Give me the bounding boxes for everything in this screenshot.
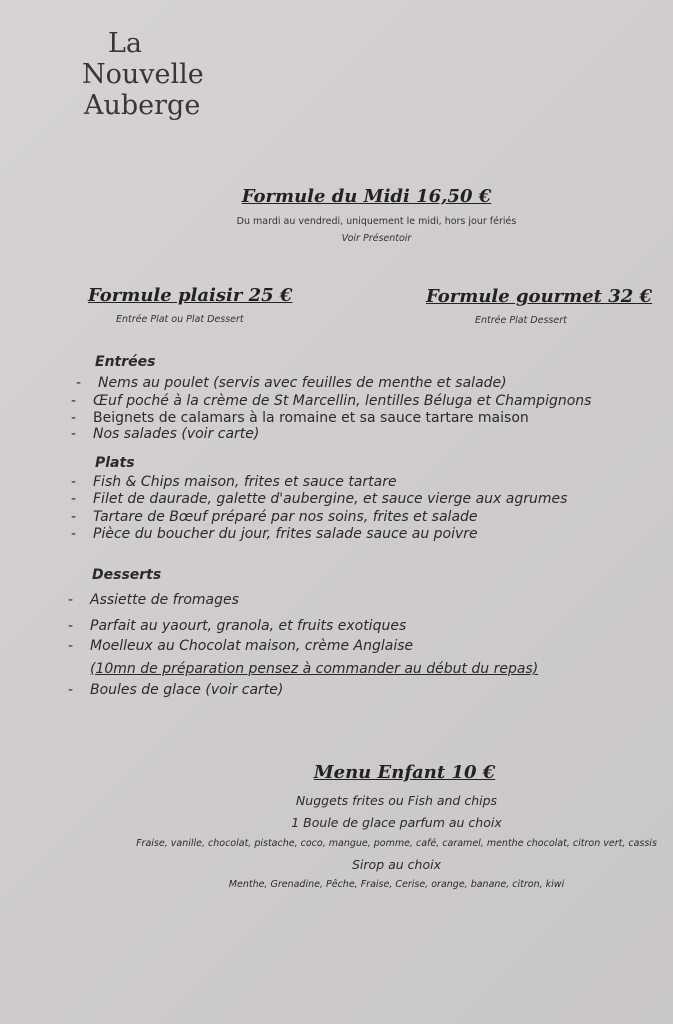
- logo-line: La: [108, 28, 143, 59]
- sirop-flavors: Menthe, Grenadine, Pêche, Fraise, Cerise, orange, banane, citron, kiwi: [228, 879, 565, 890]
- plats-heading: Plats: [95, 455, 135, 471]
- list-item: - Œuf poché à la crème de St Marcellin, lentilles Béluga et Champignons: [71, 393, 592, 409]
- formule-gourmet-desc: Entrée Plat Dessert: [475, 315, 567, 326]
- logo-line: Auberge: [84, 90, 201, 121]
- dessert-note: (10mn de préparation pensez à commander au début du repas): [90, 661, 539, 677]
- list-item: - Assiette de fromages: [68, 592, 239, 608]
- entrees-heading: Entrées: [95, 354, 156, 370]
- list-item: - Moelleux au Chocolat maison, crème Anglaise: [68, 638, 414, 654]
- formule-midi-title: Formule du Midi 16,50 €: [241, 186, 492, 207]
- ice-cream-flavors: Fraise, vanille, chocolat, pistache, coco, mangue, pomme, café, caramel, menthe chocolat, citron vert, cassis: [136, 838, 657, 849]
- formule-plaisir-title: Formule plaisir 25 €: [88, 285, 293, 306]
- formule-plaisir-desc: Entrée Plat ou Plat Dessert: [116, 314, 244, 325]
- list-item: - Beignets de calamars à la romaine et sa sauce tartare maison: [71, 410, 529, 426]
- list-item: - Parfait au yaourt, granola, et fruits exotiques: [68, 618, 407, 634]
- menu-enfant-title: Menu Enfant 10 €: [313, 762, 496, 783]
- list-item: - Filet de daurade, galette d'aubergine, et sauce vierge aux agrumes: [71, 491, 568, 507]
- list-item: - Boules de glace (voir carte): [68, 682, 284, 698]
- list-item: - Tartare de Bœuf préparé par nos soins, frites et salade: [71, 509, 478, 525]
- formule-midi-note: Voir Présentoir: [341, 233, 412, 244]
- list-item: - Nos salades (voir carte): [71, 426, 260, 442]
- formule-midi-subtitle: Du mardi au vendredi, uniquement le midi, hors jour fériés: [236, 216, 517, 227]
- menu-enfant-line: Sirop au choix: [352, 857, 441, 872]
- list-item: - Nems au poulet (servis avec feuilles de menthe et salade): [76, 375, 507, 391]
- list-item: - Pièce du boucher du jour, frites salade sauce au poivre: [71, 526, 478, 542]
- restaurant-logo: [82, 28, 204, 121]
- formule-gourmet-title: Formule gourmet 32 €: [426, 286, 653, 307]
- desserts-heading: Desserts: [92, 567, 162, 583]
- menu-enfant-line: 1 Boule de glace parfum au choix: [291, 815, 502, 830]
- logo-line: Nouvelle: [82, 59, 204, 90]
- menu-enfant-line: Nuggets frites ou Fish and chips: [295, 793, 498, 808]
- list-item: - Fish & Chips maison, frites et sauce tartare: [71, 474, 397, 490]
